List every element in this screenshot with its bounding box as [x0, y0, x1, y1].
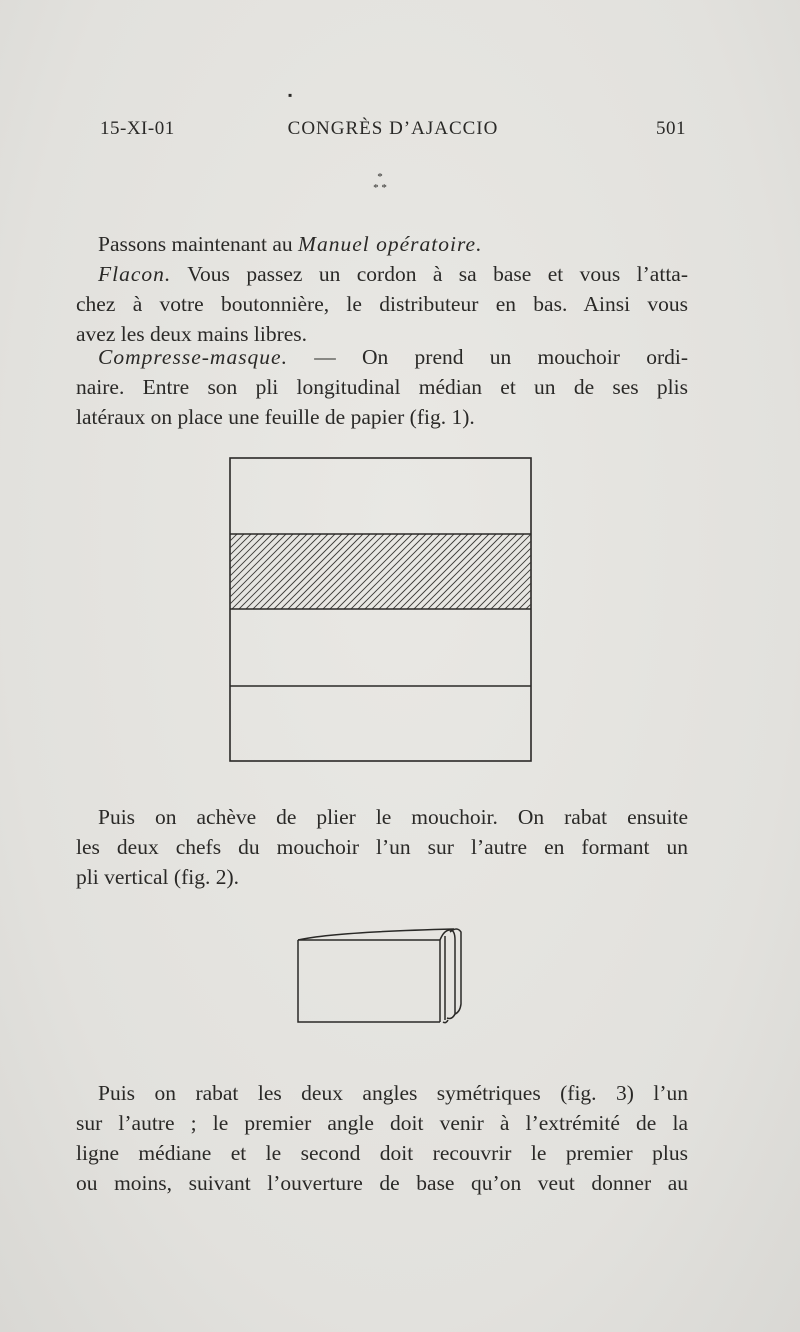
hatch-line — [407, 534, 482, 609]
paragraph-line: Puis on rabat les deux angles symétriques (fig. 3) l’un — [98, 1081, 688, 1105]
hatch-line — [267, 534, 342, 609]
hatch-line — [442, 534, 517, 609]
figure-2-back-top-edge — [298, 929, 454, 940]
hatch-line — [435, 534, 510, 609]
figure-2-fold-1 — [440, 930, 455, 1019]
paragraph-plier-mouchoir — [76, 802, 688, 892]
italic-term: Manuel opératoire. — [298, 232, 483, 256]
hatch-line — [414, 534, 489, 609]
asterism-bottom: * * — [373, 182, 387, 194]
asterism-separator — [360, 172, 400, 194]
paragraph-line: latéraux on place une feuille de papier (fig. 1). — [76, 405, 475, 429]
hatch-line — [253, 534, 328, 609]
hatch-line — [449, 534, 524, 609]
hatch-line — [330, 534, 405, 609]
paragraph-line: avez les deux mains libres. — [76, 322, 308, 346]
paragraph-line: ligne médiane et le second doit recouvrir le premier plus — [76, 1141, 688, 1165]
hatch-line — [386, 534, 461, 609]
hatch-line — [372, 534, 447, 609]
running-head-title: CONGRÈS D’AJACCIO — [287, 118, 499, 139]
paragraph-flacon — [76, 259, 688, 349]
hatch-line — [351, 534, 426, 609]
figure-2-fold-bottom — [443, 1020, 448, 1023]
figure-1-hatched-band — [228, 534, 534, 609]
paragraph-line: les deux chefs du mouchoir l’un sur l’autre en formant un — [76, 835, 688, 859]
paragraph-compresse-masque — [76, 342, 688, 432]
hatch-line — [232, 534, 307, 609]
paragraph-text: Vous passez un cordon à sa base et vous l’atta- — [171, 262, 688, 286]
italic-term: Flacon. — [98, 262, 172, 286]
hatch-line — [456, 534, 531, 609]
hatch-line — [337, 534, 412, 609]
page-number: 501 — [656, 118, 686, 139]
hatch-line — [400, 534, 475, 609]
hatch-line — [323, 534, 398, 609]
running-head — [100, 118, 686, 142]
hatch-line — [365, 534, 440, 609]
hatch-line — [246, 534, 321, 609]
figure-2-vertical-fold — [294, 924, 476, 1028]
paragraph-line: Puis on achève de plier le mouchoir. On rabat ensuite — [98, 805, 688, 829]
hatch-line — [295, 534, 370, 609]
paragraph-line: naire. Entre son pli longitudinal médian et un de ses plis — [76, 375, 688, 399]
figure-1-folded-handkerchief — [228, 456, 534, 766]
hatch-line — [281, 534, 356, 609]
hatch-line — [274, 534, 349, 609]
hatch-line — [421, 534, 496, 609]
hatch-line — [228, 534, 251, 609]
paragraph-angles-symetriques — [76, 1078, 688, 1198]
italic-term: Compresse-masque. — [98, 345, 288, 369]
running-head-date: 15-XI-01 — [100, 118, 175, 139]
hatch-line — [393, 534, 468, 609]
paragraph-text: Passons maintenant au — [98, 232, 299, 256]
stray-ink-mark: ▪ — [288, 88, 293, 102]
asterism-top: * — [377, 171, 383, 183]
hatch-line — [260, 534, 335, 609]
paragraph-manuel-operatoire — [98, 229, 688, 259]
hatch-line — [533, 534, 534, 609]
paragraph-line: sur l’autre ; le premier angle doit venir à l’extrémité de la — [76, 1111, 688, 1135]
hatch-line — [379, 534, 454, 609]
paragraph-line: chez à votre boutonnière, le distributeur en bas. Ainsi vous — [76, 292, 688, 316]
figure-2-front-panel — [298, 940, 440, 1022]
hatch-line — [288, 534, 363, 609]
hatch-line — [239, 534, 314, 609]
hatch-line — [309, 534, 384, 609]
hatch-line — [358, 534, 433, 609]
hatch-line — [344, 534, 419, 609]
hatch-line — [316, 534, 391, 609]
hatch-line — [428, 534, 503, 609]
paragraph-text: — On prend un mouchoir ordi- — [287, 345, 688, 369]
paragraph-line: pli vertical (fig. 2). — [76, 865, 239, 889]
paragraph-line: ou moins, suivant l’ouverture de base qu’on veut donner au — [76, 1171, 688, 1195]
hatch-line — [302, 534, 377, 609]
